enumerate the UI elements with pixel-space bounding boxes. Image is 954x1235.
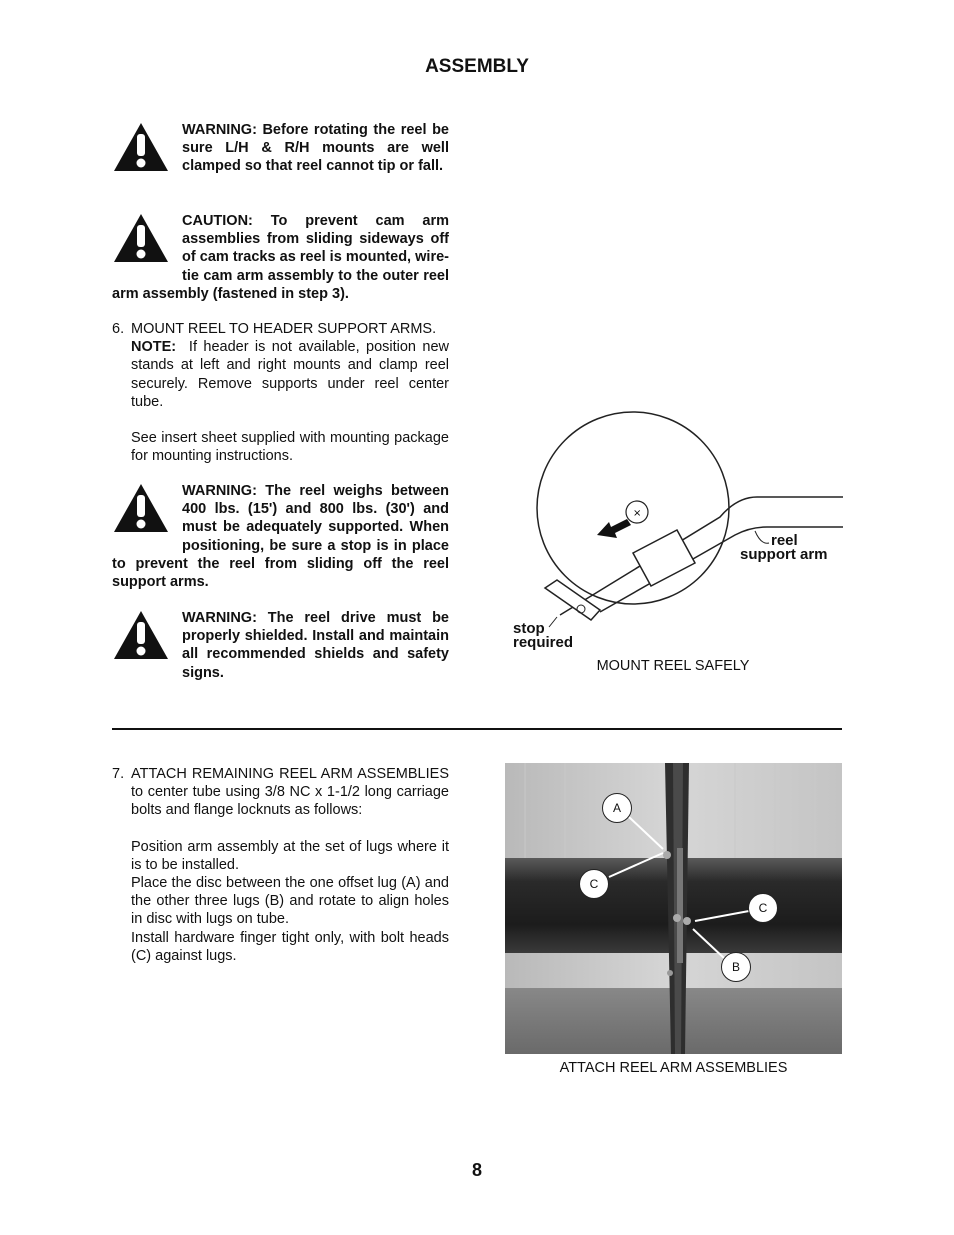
mount-reel-diagram [505, 405, 845, 655]
step-6-heading: MOUNT REEL TO HEADER SUPPORT ARMS. [131, 321, 437, 337]
warning-reel-weight [112, 482, 449, 591]
step-7-p3: Install hardware finger tight only, with bolt heads (C) against lugs. [131, 929, 449, 964]
reel-arm-photo [505, 763, 842, 1054]
step-7-body [131, 765, 449, 965]
caution-text: CAUTION: To prevent cam arm assemblies from sliding sideways off of cam tracks as reel is mounted, wire-tie cam arm assembly to the outer reel arm assembly (fastened in step 3). [112, 213, 449, 302]
warning-reel-drive [112, 609, 449, 682]
warning-triangle-icon [112, 482, 182, 540]
warning-reel-rotation [112, 121, 449, 179]
note-text: If header is not available, position new stands at left and right mounts and clamp reel securely. Remove supports under reel center tube. [131, 339, 449, 410]
label-reel: reel [771, 532, 798, 549]
see-insert-text: See insert sheet supplied with mounting package for mounting instructions. [131, 430, 449, 465]
label-support-arm: support arm [740, 546, 828, 563]
warning-text: WARNING: Before rotating the reel be sure L/H & R/H mounts are well clamped so that reel cannot tip or fall. [182, 122, 449, 175]
warning-text: WARNING: The reel drive must be properly shielded. Install and maintain all recommended shields and safety signs. [182, 610, 449, 681]
step-6-number: 6. [112, 321, 125, 337]
step-7-p1: Position arm assembly at the set of lugs where it is to be installed. [131, 838, 449, 873]
step-7-p2: Place the disc between the one offset lug (A) and the other three lugs (B) and rotate to align holes in disc with lugs on tube. [131, 875, 449, 928]
callout-a: A [602, 793, 632, 823]
svg-text:×: × [633, 508, 642, 519]
caution-cam-arm [112, 212, 449, 303]
callout-b: B [721, 952, 751, 982]
step-7-number: 7. [112, 766, 125, 782]
page-number: 8 [471, 1160, 482, 1180]
warning-triangle-icon [112, 609, 182, 667]
callout-c-left: C [579, 869, 609, 899]
page-title: ASSEMBLY [425, 56, 529, 77]
warning-triangle-icon [112, 212, 182, 270]
label-required: required [513, 634, 574, 651]
figure-1-caption: MOUNT REEL SAFELY [596, 658, 750, 674]
step-7-heading: ATTACH REMAINING REEL ARM ASSEMBLIES to center tube using 3/8 NC x 1-1/2 long carriage bolts and flange locknuts as follows: [131, 766, 449, 819]
figure-2-caption: ATTACH REEL ARM ASSEMBLIES [559, 1060, 788, 1076]
note-label: NOTE: [131, 339, 177, 356]
warning-text: WARNING: The reel weighs between 400 lbs. (15') and 800 lbs. (30') and must be adequately supported. When positioning, be sure a stop is in place to prevent the reel from sliding off the reel support arms. [112, 483, 449, 591]
warning-triangle-icon [112, 121, 182, 179]
step-6-note [131, 338, 449, 411]
callout-c-right: C [748, 893, 778, 923]
section-divider [112, 728, 842, 730]
step-6-body [131, 320, 449, 465]
label-stop: stop [513, 620, 545, 637]
